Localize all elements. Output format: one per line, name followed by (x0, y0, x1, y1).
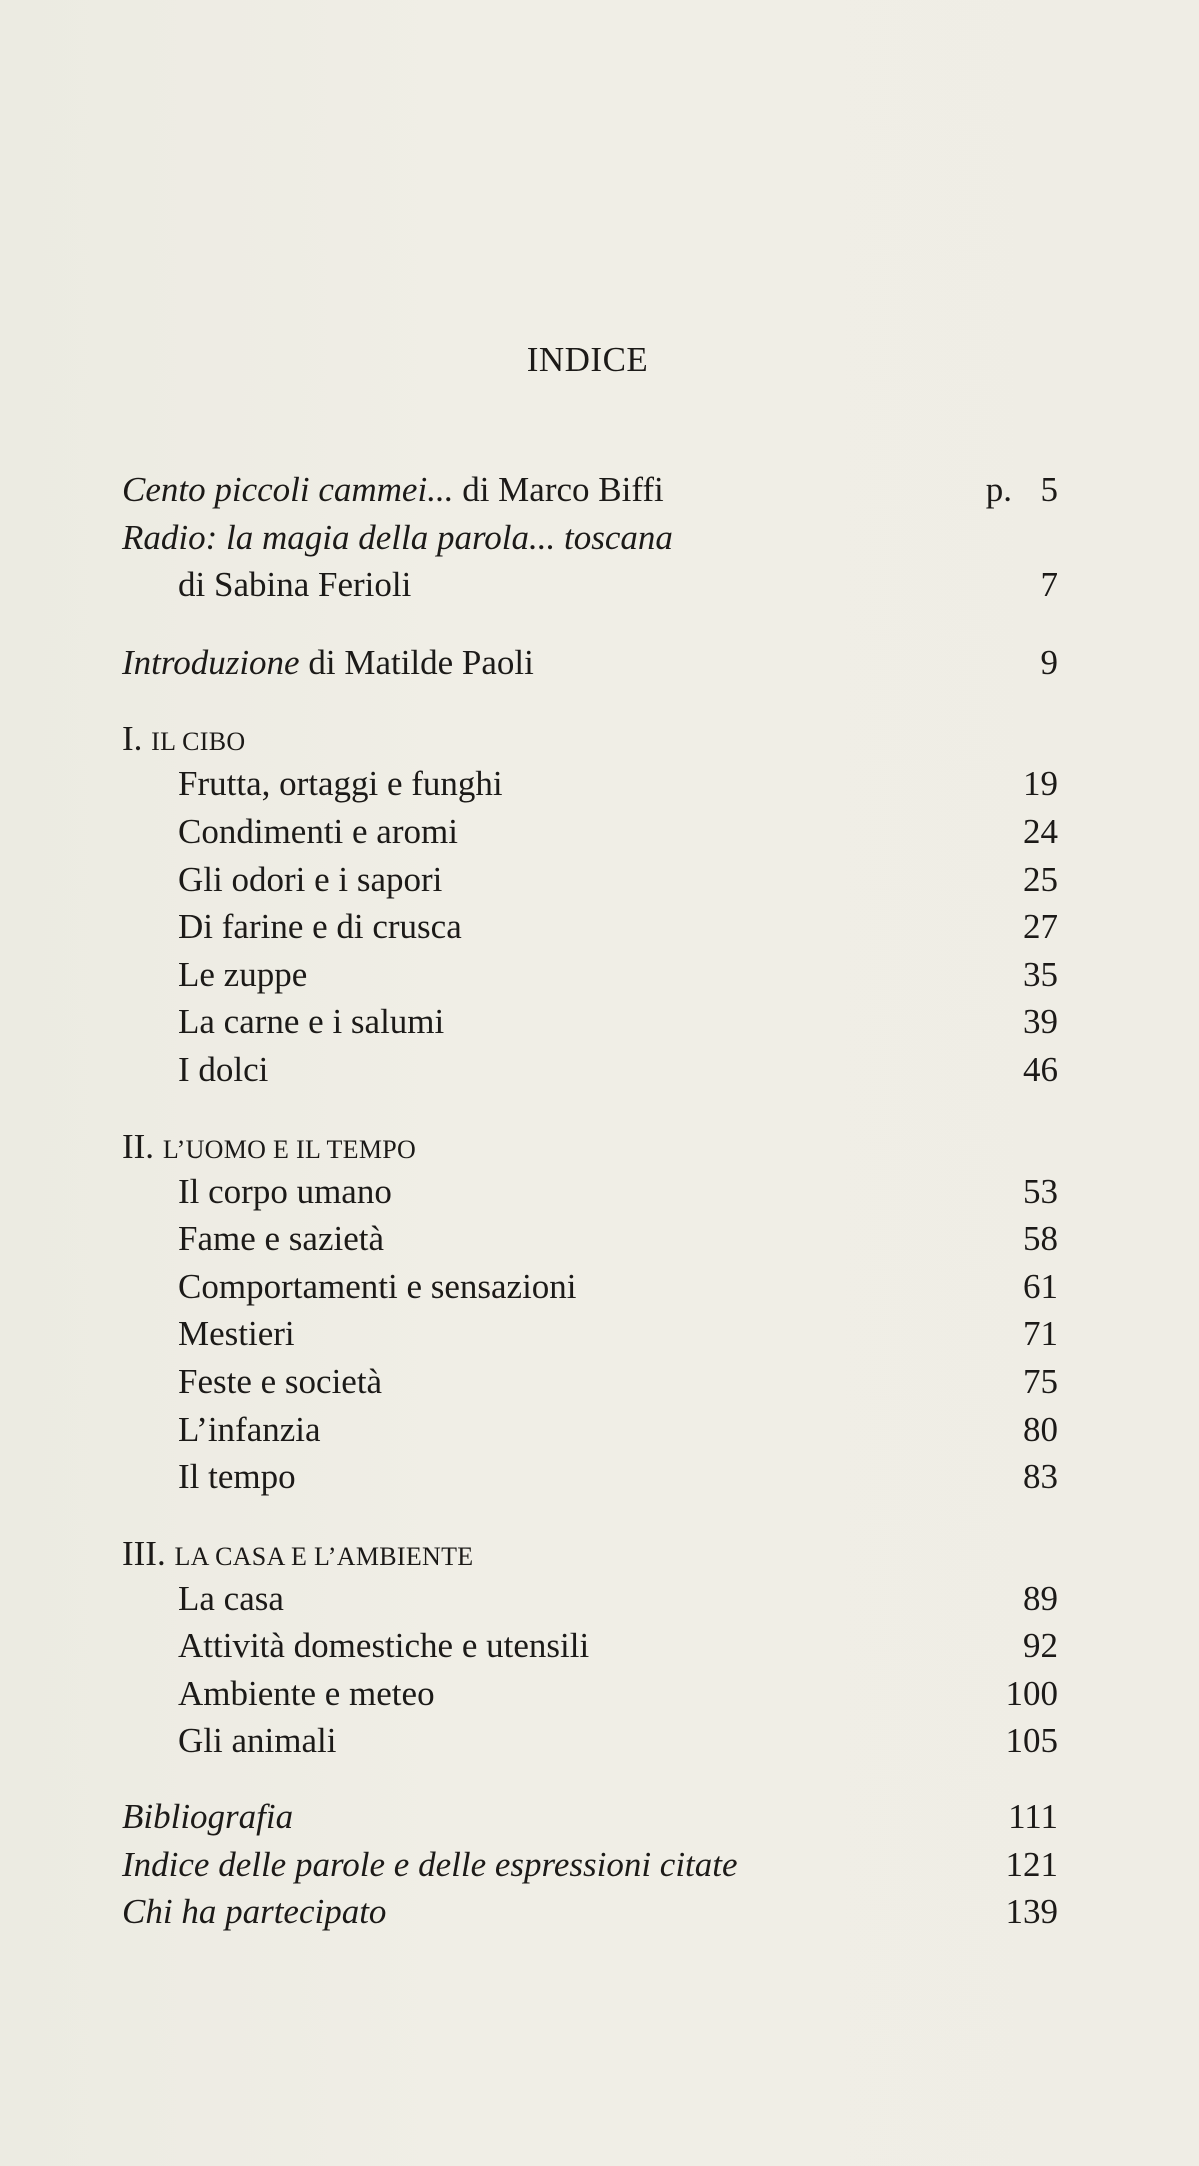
toc-entry (122, 951, 1058, 999)
page-number: 9 (1040, 642, 1058, 682)
entry-author: di Marco Biffi (453, 470, 664, 509)
toc-entry (122, 1717, 1058, 1765)
section-heading-1 (122, 714, 1058, 760)
entry-title: Frutta, ortaggi e funghi (178, 764, 503, 804)
toc-entry (122, 1670, 1058, 1718)
entry-title: Di farine e di crusca (178, 907, 462, 947)
section-title: LA CASA E L’AMBIENTE (174, 1541, 474, 1571)
page-number: 100 (1005, 1673, 1058, 1713)
page-number: 105 (1005, 1721, 1058, 1761)
section-numeral: III. (122, 1533, 166, 1573)
toc-entry (122, 1406, 1058, 1454)
toc-entry-indice-parole (122, 1841, 1058, 1889)
toc-entry (122, 808, 1058, 856)
toc-entry (122, 856, 1058, 904)
page-number: 53 (1023, 1171, 1058, 1211)
toc-entry-introduzione (122, 639, 1058, 687)
toc-entry (122, 1263, 1058, 1311)
toc-entry-cento-piccoli-cammei (122, 466, 1058, 514)
section-heading-3 (122, 1529, 1058, 1575)
page-number: 89 (1023, 1578, 1058, 1618)
page-number: 58 (1023, 1219, 1058, 1259)
entry-title: Il corpo umano (178, 1171, 392, 1211)
entry-title: Attività domestiche e utensili (178, 1626, 590, 1666)
section-heading-2 (122, 1122, 1058, 1168)
toc-entry (122, 1358, 1058, 1406)
entry-title: I dolci (178, 1049, 269, 1089)
entry-author: di Sabina Ferioli (178, 565, 412, 605)
toc-entry (122, 1310, 1058, 1358)
entry-title: Bibliografia (122, 1797, 294, 1837)
page-number: 75 (1023, 1361, 1058, 1401)
toc-entry (122, 1575, 1058, 1623)
page-number: 19 (1023, 764, 1058, 804)
entry-title: Gli animali (178, 1721, 337, 1761)
page-number: 25 (1023, 859, 1058, 899)
section-numeral: I. (122, 719, 143, 759)
entry-author: di Matilde Paoli (299, 642, 534, 682)
entry-title: Chi ha partecipato (122, 1892, 387, 1932)
page-prefix: p. (985, 470, 1012, 509)
page-number: 61 (1023, 1266, 1058, 1306)
toc-entry (122, 1622, 1058, 1670)
page-number: 80 (1023, 1409, 1058, 1449)
entry-title: Le zuppe (178, 954, 308, 994)
entry-title: L’infanzia (178, 1409, 321, 1449)
toc-entry-chi-ha-partecipato (122, 1888, 1058, 1936)
entry-title: La casa (178, 1578, 284, 1618)
entry-title: Mestieri (178, 1314, 295, 1354)
entry-title: Comportamenti e sensazioni (178, 1266, 577, 1306)
page-number: 35 (1023, 954, 1058, 994)
section-numeral: II. (122, 1126, 155, 1166)
table-of-contents (122, 466, 1058, 1936)
entry-title: Radio: la magia della parola... toscana (122, 517, 673, 557)
toc-entry (122, 1168, 1058, 1216)
page-number: 71 (1023, 1314, 1058, 1354)
page-number: 7 (1040, 565, 1058, 605)
page-number: 24 (1023, 811, 1058, 851)
page-number: 27 (1023, 907, 1058, 947)
entry-title: Gli odori e i sapori (178, 859, 443, 899)
entry-title: Introduzione (122, 642, 300, 682)
entry-title: Cento piccoli cammei... (122, 470, 454, 509)
toc-entry (122, 903, 1058, 951)
page-number: 111 (1008, 1797, 1058, 1837)
toc-entry (122, 1453, 1058, 1501)
page-number: 121 (1005, 1844, 1058, 1884)
toc-entry-radio-author (122, 561, 1058, 609)
entry-title: Feste e società (178, 1361, 383, 1401)
entry-title: Condimenti e aromi (178, 811, 458, 851)
toc-entry (122, 1046, 1058, 1094)
toc-entry (122, 1215, 1058, 1263)
page-title: INDICE (526, 340, 649, 379)
entry-title: Il tempo (178, 1457, 296, 1497)
page-number: 92 (1023, 1626, 1058, 1666)
toc-entry (122, 998, 1058, 1046)
toc-entry-radio (122, 514, 1058, 562)
section-title: L’UOMO E IL TEMPO (162, 1134, 417, 1164)
section-title: IL CIBO (151, 727, 246, 757)
entry-label (122, 639, 534, 687)
entry-title: La carne e i salumi (178, 1002, 445, 1042)
page-number: 139 (1005, 1892, 1058, 1932)
page-number: 39 (1023, 1002, 1058, 1042)
toc-entry (122, 760, 1058, 808)
entry-title: Indice delle parole e delle espressioni citate (122, 1844, 738, 1884)
toc-entry-bibliografia (122, 1793, 1058, 1841)
page-number: 5 (1040, 470, 1058, 509)
page-number: 83 (1023, 1457, 1058, 1497)
entry-label (122, 466, 664, 514)
entry-title: Fame e sazietà (178, 1219, 385, 1259)
page-number: 46 (1023, 1049, 1058, 1089)
entry-title: Ambiente e meteo (178, 1673, 435, 1713)
